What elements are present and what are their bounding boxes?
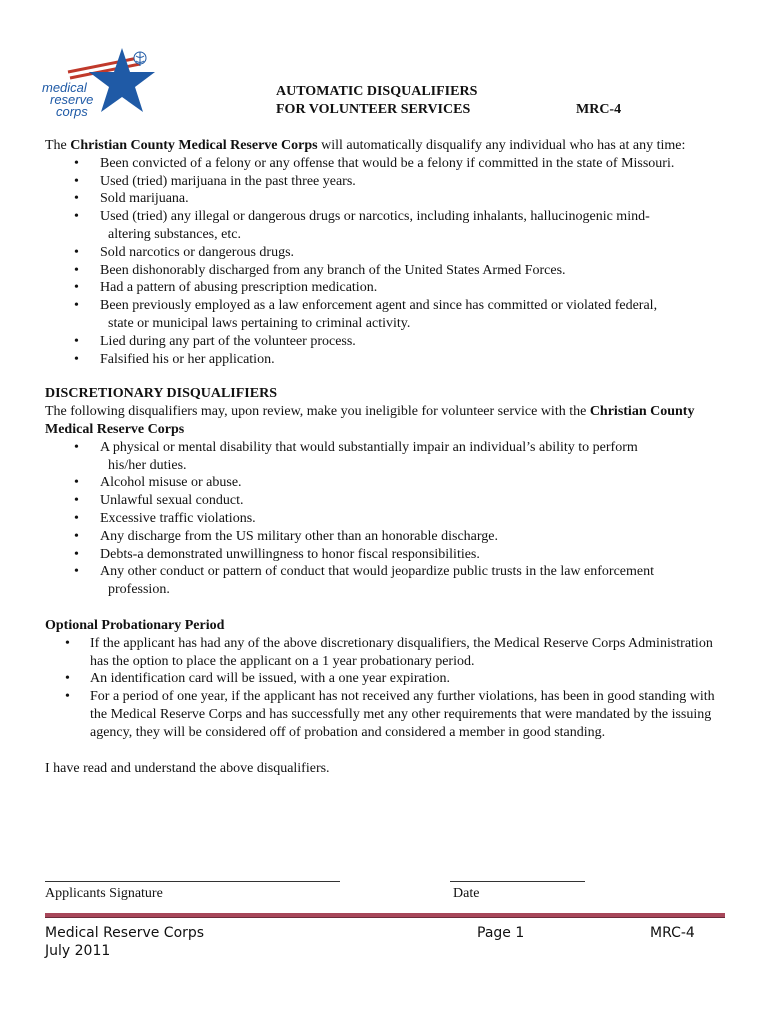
document-title bbox=[276, 83, 477, 119]
automatic-disqualifier-item: • Lied during any part of the volunteer process. bbox=[45, 333, 725, 351]
logo-text-line2: reserve bbox=[50, 92, 94, 107]
discretionary-disqualifier-item: • Alcohol misuse or abuse. bbox=[45, 474, 725, 492]
probation-item: • For a period of one year, if the applicant has not received any further violations, has been in good standing with the Medical Reserve Corps and has successfully met any other requirements that were mandated by the issuing agency, they will be considered off of probation and considered a member in good standing. bbox=[45, 688, 725, 741]
automatic-disqualifier-item: • Used (tried) any illegal or dangerous drugs or narcotics, including inhalants, hallucinogenic mind- altering substances, etc. bbox=[45, 208, 725, 244]
date-label: Date bbox=[453, 886, 480, 901]
star-logo-icon bbox=[40, 44, 160, 126]
date-line[interactable] bbox=[450, 881, 585, 882]
automatic-disqualifier-item: • Been dishonorably discharged from any branch of the United States Armed Forces. bbox=[45, 262, 725, 280]
discretionary-disqualifier-item: • A physical or mental disability that would substantially impair an individual’s ability to perform his/her duties. bbox=[45, 439, 725, 475]
probation-item: • An identification card will be issued, with a one year expiration. bbox=[45, 670, 725, 688]
mrc-logo bbox=[40, 44, 160, 126]
automatic-disqualifier-item: • Had a pattern of abusing prescription medication. bbox=[45, 279, 725, 297]
org-name: Christian County Medical Reserve Corps bbox=[70, 138, 318, 153]
discretionary-disqualifier-item: • Any discharge from the US military other than an honorable discharge. bbox=[45, 528, 725, 546]
discretionary-heading: DISCRETIONARY DISQUALIFIERS bbox=[45, 386, 277, 402]
signature-line[interactable] bbox=[45, 881, 340, 882]
discretionary-disqualifier-item: • Excessive traffic violations. bbox=[45, 510, 725, 528]
automatic-disqualifier-item: • Sold narcotics or dangerous drugs. bbox=[45, 244, 725, 262]
footer-code: MRC-4 bbox=[650, 925, 695, 941]
automatic-disqualifier-item: • Falsified his or her application. bbox=[45, 351, 725, 369]
logo-text-line3: corps bbox=[56, 104, 88, 119]
probation-heading: Optional Probationary Period bbox=[45, 617, 225, 633]
logo-text-line1: medical bbox=[42, 80, 87, 95]
discretionary-disqualifier-item: • Any other conduct or pattern of conduct that would jeopardize public trusts in the law enforcement profession. bbox=[45, 563, 725, 599]
discretionary-disqualifier-item: • Unlawful sexual conduct. bbox=[45, 492, 725, 510]
footer-date: July 2011 bbox=[45, 943, 111, 959]
form-code: MRC-4 bbox=[576, 102, 622, 117]
footer-page: Page 1 bbox=[477, 925, 525, 941]
footer-divider bbox=[45, 913, 725, 918]
footer-org: Medical Reserve Corps July 2011 bbox=[45, 925, 205, 959]
title-line-2: FOR VOLUNTEER SERVICES bbox=[276, 102, 471, 117]
document-body bbox=[45, 137, 725, 777]
automatic-disqualifiers-list bbox=[45, 155, 725, 369]
applicant-signature-label: Applicants Signature bbox=[45, 886, 163, 901]
automatic-disqualifier-item: • Been convicted of a felony or any offense that would be a felony if committed in the state of Missouri. bbox=[45, 155, 725, 173]
automatic-disqualifier-item: • Sold marijuana. bbox=[45, 190, 725, 208]
probation-list bbox=[45, 635, 725, 742]
probation-item: • If the applicant has had any of the above discretionary disqualifiers, the Medical Reserve Corps Administration has the option to place the applicant on a 1 year probationary period. bbox=[45, 635, 725, 671]
title-line-1: AUTOMATIC DISQUALIFIERS bbox=[276, 84, 478, 99]
discretionary-disqualifiers-list bbox=[45, 439, 725, 599]
automatic-disqualifier-item: • Been previously employed as a law enforcement agent and since has committed or violated federal, state or municipal laws pertaining to criminal activity. bbox=[45, 297, 725, 333]
discretionary-intro: The following disqualifiers may, upon review, make you ineligible for volunteer service with the Christian County Medical Reserve Corps bbox=[45, 404, 695, 437]
acknowledgement-text: I have read and understand the above disqualifiers. bbox=[45, 760, 330, 776]
intro-paragraph: The Christian County Medical Reserve Corps will automatically disqualify any individual who has at any time: bbox=[45, 138, 686, 153]
automatic-disqualifier-item: • Used (tried) marijuana in the past three years. bbox=[45, 173, 725, 191]
discretionary-disqualifier-item: • Debts-a demonstrated unwillingness to honor fiscal responsibilities. bbox=[45, 546, 725, 564]
